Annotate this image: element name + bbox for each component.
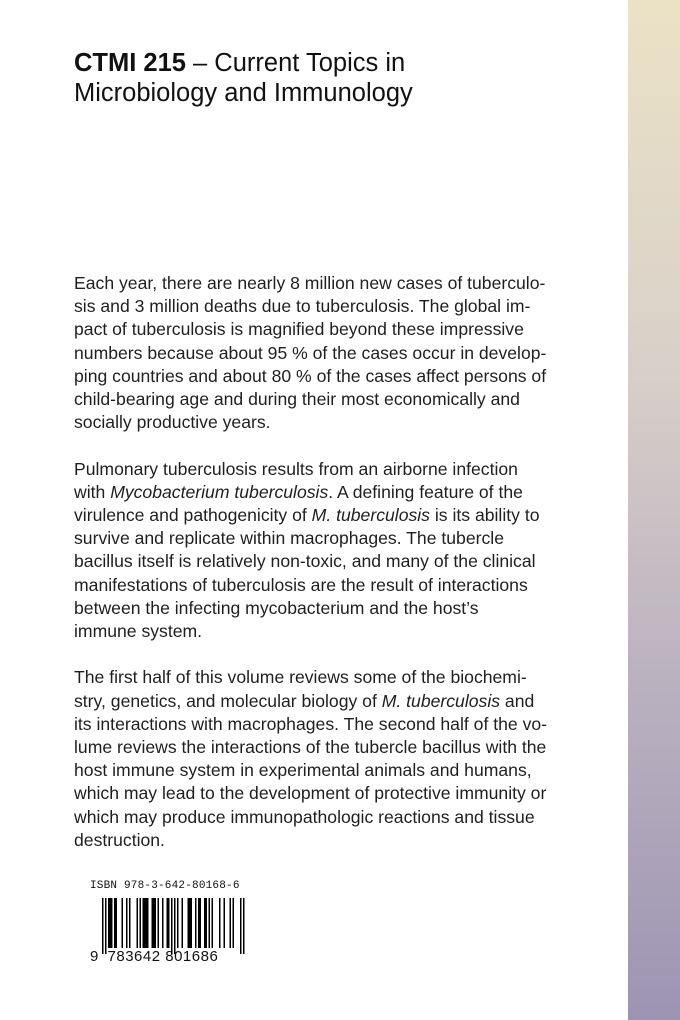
back-cover-blurb [74,272,604,875]
barcode-bar [240,898,242,954]
text-line: which may produce immunopathologic reactions and tissue [74,806,535,827]
barcode-bar [224,898,226,948]
barcode-bar [126,898,128,948]
text-line: with [74,481,111,502]
text-line: is its ability to [429,505,540,526]
barcode-number [90,948,218,965]
barcode-bar [111,898,113,948]
italic-term: M. tuberculosis [311,505,430,526]
text-line: virulence and pathogenicity of [74,505,312,526]
barcode-bar [129,898,131,948]
barcode-bar [108,898,110,948]
text-line: immune system. [74,621,203,642]
text-line: ping countries and about 80 % of the cases affect persons of [74,365,547,386]
book-series-title [74,48,594,108]
barcode-bar [140,898,142,948]
barcode-bar [219,898,221,948]
barcode-bar [146,898,148,948]
text-line: socially productive years. [74,412,271,433]
barcode-bar [174,898,176,954]
barcode-bar [206,898,208,948]
barcode-bar [209,898,211,948]
barcode-bar [177,898,179,948]
blurb-paragraph [74,458,604,644]
barcode-bar [189,898,191,948]
barcode-bar [143,898,145,948]
isbn-label: ISBN 978-3-642-80168-6 [90,880,240,892]
barcode-bar [102,898,104,954]
barcode-bar [144,898,146,948]
text-line: bacillus itself is relatively non-toxic, and many of the clinical [74,551,536,572]
text-line: The first half of this volume reviews some of the biochemi- [74,667,527,688]
text-line: Each year, there are nearly 8 million new cases of tuberculo- [74,273,546,293]
text-line: destruction. [74,829,165,850]
text-line: numbers because about 95 % of the cases occur in develop- [74,342,547,363]
barcode-bar [233,898,235,948]
text-line: . A defining feature of the [328,481,523,502]
text-line: survive and replicate within macrophages. The tubercle [74,528,504,549]
text-line: its interactions with macrophages. The second half of the vo- [74,713,548,734]
text-line: between the infecting mycobacterium and the host’s [74,597,479,618]
text-line: child-bearing age and during their most economically and [74,389,520,410]
blurb-paragraph [74,666,604,852]
barcode-bar [198,898,200,948]
text-line: and [500,690,535,711]
series-name-line1: – Current Topics in [185,49,406,77]
series-name-line2: Microbiology and Immunology [74,79,413,107]
barcode-bar [191,898,193,948]
series-code: CTMI 215 [74,49,186,77]
barcode-bar [152,898,154,948]
barcode-bar [168,898,170,948]
barcode-bar [153,898,155,948]
text-line: lume reviews the interactions of the tubercle bacillus with the [74,737,547,758]
decorative-side-band [628,0,680,1020]
text-line: stry, genetics, and molecular biology of [74,690,382,711]
barcode-bar [243,898,245,954]
text-line: host immune system in experimental animals and humans, [74,760,532,781]
barcode-bar [105,898,107,954]
barcode-bar [147,898,149,948]
text-line: which may lead to the development of protective immunity or [74,783,547,804]
barcode-bar [200,898,202,948]
barcode-bar [116,898,118,948]
barcode-bar [122,898,124,948]
blurb-paragraph [74,272,604,434]
barcode-bar [195,898,197,948]
italic-term: Mycobacterium tuberculosis [110,481,329,502]
text-line: pact of tuberculosis is magnified beyond these impressive [74,319,524,340]
barcode-bar [137,898,139,948]
barcode-bar [167,898,169,948]
italic-term: M. tuberculosis [381,690,501,711]
barcode-digits: 783642 801686 [107,948,219,965]
barcode-first-digit: 9 [90,948,99,965]
barcode-bar [188,898,190,948]
barcode-bar [230,898,232,948]
isbn-barcode [90,880,265,980]
barcode-bar [204,898,206,948]
barcode-bar [171,898,173,954]
barcode-bar [212,898,214,948]
text-line: Pulmonary tuberculosis results from an airborne infection [74,458,518,479]
text-line: manifestations of tuberculosis are the result of interactions [74,574,528,595]
barcode-bar [162,898,164,948]
barcode-bar [114,898,116,948]
barcode-bar [110,898,112,948]
barcode-bar [182,898,184,948]
barcode-bar [158,898,160,948]
barcode-bar [155,898,157,948]
text-line: sis and 3 million deaths due to tuberculosis. The global im- [74,296,531,317]
